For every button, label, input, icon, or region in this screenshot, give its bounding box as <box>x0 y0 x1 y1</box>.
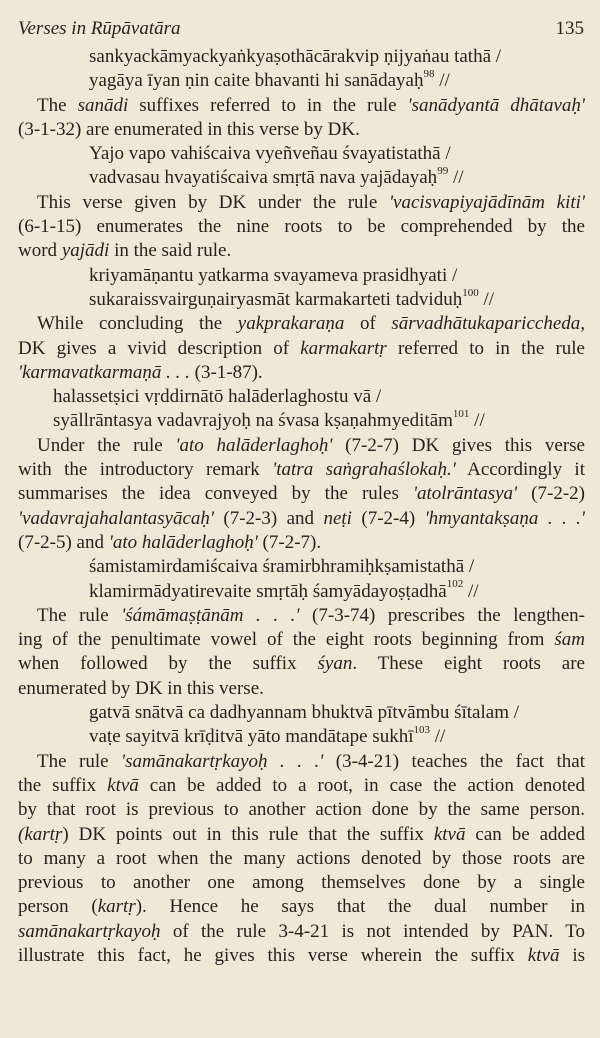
italic-term: 'vacisvapiyajādīnām kiti' <box>388 191 585 213</box>
text-segment: ) DK points out in this rule that the suffix <box>62 823 434 845</box>
text-segment: DK gives a vivid description of <box>18 337 301 359</box>
text-segment: in the said rule. <box>109 240 232 262</box>
italic-term: ( <box>18 823 25 845</box>
text-segment: While concluding the <box>37 313 238 335</box>
text-line <box>18 871 585 895</box>
text-segment: (7-2-7). <box>257 531 322 553</box>
text-segment: Accordingly it <box>455 459 585 481</box>
italic-term: 'tatra saṅgrahaślokaḥ.' <box>272 459 456 481</box>
verse-line <box>18 69 585 93</box>
text-segment: the suffix <box>18 774 108 796</box>
italic-term: yakprakaraṇa <box>237 313 345 335</box>
running-title: Verses in Rūpāvatāra <box>18 18 181 39</box>
text-segment: The <box>37 94 78 116</box>
italic-term: sārvadhātukapariccheda, <box>391 313 585 335</box>
text-line <box>18 677 585 701</box>
italic-term: ktvā <box>433 823 466 845</box>
text-segment: is <box>559 944 585 966</box>
text-segment: of the rule 3-4-21 is not intended by PAN. To <box>160 920 585 942</box>
italic-term: neṭi <box>323 507 352 529</box>
verse-line <box>18 288 585 312</box>
text-line <box>18 823 585 847</box>
text-line <box>18 920 585 944</box>
text-segment: (3-1-87). <box>189 361 263 383</box>
text-line <box>18 604 585 628</box>
text-line <box>18 215 585 239</box>
text-segment: // <box>469 410 485 432</box>
text-line <box>18 118 585 142</box>
text-segment: // <box>434 70 450 92</box>
text-segment: yagāya īyan ṇin caite bhavanti hi sanādayaḥ <box>89 70 424 92</box>
text-line <box>18 944 585 968</box>
text-line <box>18 531 585 555</box>
text-segment: gatvā snātvā ca dadhyannam bhuktvā pītvāmbu śītalam / <box>89 702 520 724</box>
italic-term: kartṛ <box>97 896 136 918</box>
running-header <box>18 18 584 44</box>
text-segment: // <box>448 167 464 189</box>
text-line <box>18 482 585 506</box>
text-segment: (6-1-15) enumerates the nine roots to be comprehended by the <box>18 216 585 238</box>
text-segment: (7-2-7) DK gives this verse <box>332 434 585 456</box>
text-segment: can be added to a root, in case the action denoted <box>138 774 585 796</box>
text-segment: . These eight roots are <box>352 653 585 675</box>
text-segment: by that root is previous to another action done by the same person. <box>18 799 585 821</box>
text-line <box>18 652 585 676</box>
text-segment: of <box>344 313 392 335</box>
footnote-ref: 103 <box>413 723 430 736</box>
text-segment: // <box>463 580 479 602</box>
verse-line <box>18 725 585 749</box>
verse-line <box>18 264 585 288</box>
italic-term: sanādi <box>77 94 129 116</box>
verse-line <box>18 555 585 579</box>
text-line <box>18 750 585 774</box>
italic-term: karmakartṛ <box>300 337 387 359</box>
text-line <box>18 507 585 531</box>
text-segment: to many a root when the many actions denoted by those roots are <box>18 847 585 869</box>
text-segment: word <box>18 240 62 262</box>
footnote-ref: 102 <box>446 578 464 591</box>
text-line <box>18 239 585 263</box>
italic-term: samānakartṛkayoḥ <box>18 920 161 942</box>
text-segment: person ( <box>18 896 98 918</box>
text-segment: // <box>429 726 446 748</box>
text-line <box>18 774 585 798</box>
footnote-ref: 101 <box>452 408 470 421</box>
footnote-ref: 100 <box>462 286 479 299</box>
page-body <box>18 45 585 968</box>
verse-line <box>18 409 585 433</box>
text-segment: sankyackāmyackyaṅkyaṣothācārakvip ṇijyaṅau tathā / <box>89 46 502 67</box>
text-segment: ing of the penultimate vowel of the eight roots beginning from <box>18 629 555 651</box>
text-segment: (7-3-74) prescribes the lengthen- <box>299 604 585 626</box>
text-segment: (7-2-5) and <box>18 531 109 553</box>
text-segment: kriyamāṇantu yatkarma svayameva prasidhyati / <box>89 264 458 286</box>
text-segment: Under the rule <box>37 434 176 456</box>
text-line <box>18 361 585 385</box>
text-segment: The rule <box>37 750 122 772</box>
text-segment: syāllrāntasya vadavrajyoḥ na śvasa kṣaṇahmyeditām <box>53 410 453 432</box>
text-segment: referred to in the rule <box>386 337 585 359</box>
text-line <box>18 191 585 215</box>
text-segment: (7-2-3) and <box>213 507 324 529</box>
text-segment: with the introductory remark <box>18 459 273 481</box>
footnote-ref: 99 <box>437 165 449 178</box>
text-segment: klamirmādyatirevaite smṛtāḥ śamyādayoṣṭadhā <box>89 580 447 602</box>
italic-term: kartṛ <box>24 823 63 845</box>
text-segment: summarises the idea conveyed by the rules <box>18 483 413 505</box>
text-segment: sukaraissvairguṇairyasmāt karmakarteti tadviduḥ <box>89 288 463 310</box>
verse-line <box>18 142 585 166</box>
footnote-ref: 98 <box>423 67 435 80</box>
text-segment: enumerated by DK in this verse. <box>18 677 264 699</box>
italic-term: 'atolrāntasya' <box>412 483 518 505</box>
text-line <box>18 312 585 336</box>
italic-term: ktvā <box>527 944 560 966</box>
italic-term: 'ato halāderlaghoḥ' <box>175 434 333 456</box>
text-line <box>18 628 585 652</box>
verse-line <box>18 45 585 69</box>
text-segment: (7-2-4) <box>351 507 425 529</box>
text-segment: can be added <box>465 823 585 845</box>
text-segment: halassetṣici vṛddirnātō halāderlaghostu vā / <box>53 386 382 408</box>
text-segment: śamistamirdamiścaiva śramirbhramiḥkṣamistathā / <box>89 556 475 578</box>
text-segment: This verse given by DK under the rule <box>37 191 389 213</box>
text-line <box>18 895 585 919</box>
text-line <box>18 847 585 871</box>
italic-term: yajādi <box>61 240 110 262</box>
text-segment: // <box>478 288 495 310</box>
verse-line <box>18 385 585 409</box>
page-number: 135 <box>555 18 584 39</box>
text-line <box>18 94 585 118</box>
verse-line <box>18 580 585 604</box>
italic-term: 'karmavatkarmaṇā . . . <box>18 361 190 383</box>
italic-term: śyan <box>317 653 353 675</box>
italic-term: 'śámāmaṣṭānām . . .' <box>121 604 300 626</box>
text-line <box>18 798 585 822</box>
verse-line <box>18 166 585 190</box>
text-segment: vaṭe sayitvā krīḍitvā yāto mandātape sukhī <box>89 726 414 748</box>
text-segment: ). Hence he says that the dual number in <box>135 896 585 918</box>
text-line <box>18 337 585 361</box>
text-segment: suffixes referred to in the rule <box>128 94 408 116</box>
text-line <box>18 458 585 482</box>
text-segment: (3-4-21) teaches the fact that <box>323 750 585 772</box>
text-segment: (3-1-32) are enumerated in this verse by DK. <box>18 118 360 140</box>
text-segment: vadvasau hvayatiścaiva smṛtā nava yajādayaḥ <box>89 167 438 189</box>
text-segment: The rule <box>37 604 122 626</box>
text-segment: (7-2-2) <box>517 483 585 505</box>
italic-term: ktvā <box>107 774 139 796</box>
verse-line <box>18 701 585 725</box>
italic-term: 'sanādyantā dhātavaḥ' <box>407 94 585 116</box>
text-line <box>18 434 585 458</box>
italic-term: śam <box>554 629 585 651</box>
italic-term: 'ato halāderlaghoḥ' <box>108 531 258 553</box>
text-segment: when followed by the suffix <box>18 653 318 675</box>
text-segment: illustrate this fact, he gives this verse wherein the suffix <box>18 944 528 966</box>
italic-term: 'hmyantakṣaṇa . . .' <box>424 507 585 529</box>
text-segment: previous to another one among themselves done by a single <box>18 872 585 894</box>
text-segment: Yajo vapo vahiścaiva vyeñveñau śvayatistathā / <box>89 143 451 165</box>
italic-term: 'vadavrajahalantasyācaḥ' <box>18 507 214 529</box>
italic-term: 'samānakartṛkayoḥ . . .' <box>121 750 324 772</box>
